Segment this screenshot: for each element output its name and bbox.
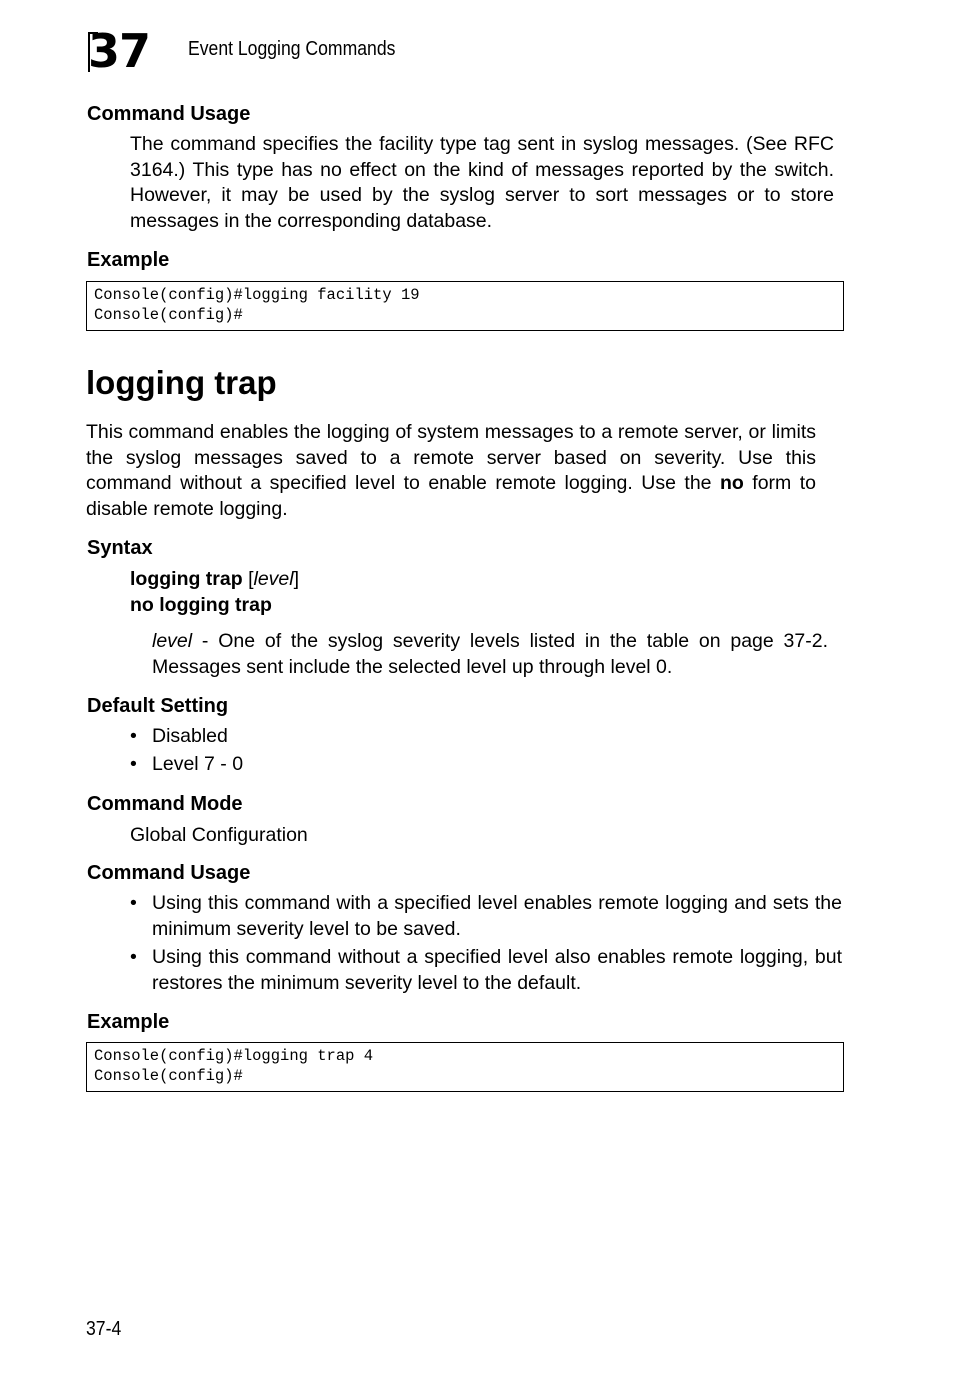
chapter-title: Event Logging Commands <box>188 38 396 60</box>
example-code <box>86 1042 844 1092</box>
param-description <box>152 629 828 680</box>
syntax-line-2: no logging trap <box>130 594 272 616</box>
prev-usage-heading: Command Usage <box>87 103 251 125</box>
default-list <box>130 724 830 778</box>
param-desc: - One of the syslog severity levels listed in the table on page 37-2. Messages sent include the selected level up through level 0. <box>152 630 828 678</box>
command-title: logging trap <box>86 364 277 401</box>
code-line: Console(config)#logging facility 19 <box>94 286 420 304</box>
prev-example-heading: Example <box>87 249 170 271</box>
intro-text: This command enables the logging of system messages to a remote server, or limits the syslog messages saved to a remote server based on severity. Use this command without a specified level to enable remote logging. Use the <box>86 421 816 494</box>
usage-heading: Command Usage <box>87 862 251 884</box>
list-item: • Using this command with a specified level enables remote logging and sets the minimum severity level to be saved. <box>130 892 842 940</box>
prev-usage-text: The command specifies the facility type tag sent in syslog messages. (See RFC 3164.) This type has no effect on the kind of messages reported by the switch. However, it may be used by the syslog server to sort messages or to store messages in the corresponding database. <box>130 133 834 232</box>
command-intro <box>86 420 816 522</box>
bullet-icon: • <box>130 725 137 747</box>
code-line: Console(config)#logging trap 4 <box>94 1047 374 1065</box>
bullet-icon: • <box>130 946 137 968</box>
syntax-bracket-open: [ <box>242 568 254 590</box>
param-name: level <box>152 630 193 652</box>
chapter-number: 37 <box>88 24 151 78</box>
syntax-line-1 <box>130 566 299 592</box>
list-item: • Level 7 - 0 <box>130 752 830 778</box>
code-line: Console(config)# <box>94 1066 243 1085</box>
syntax-param: level <box>253 568 294 590</box>
page-number: 37-4 <box>86 1318 122 1340</box>
code-line: Console(config)# <box>94 305 243 324</box>
usage-list <box>130 891 842 996</box>
intro-text-end: form to disable remote logging. <box>86 472 816 520</box>
intro-no-keyword: no <box>719 472 744 494</box>
example-heading: Example <box>87 1011 170 1033</box>
syntax-heading: Syntax <box>87 537 153 559</box>
mode-heading: Command Mode <box>87 793 243 815</box>
list-item: • Disabled <box>130 724 830 750</box>
syntax-bracket-close: ] <box>293 568 300 590</box>
mode-text: Global Configuration <box>130 824 308 846</box>
list-item: • Using this command without a specified level also enables remote logging, but restores the minimum severity level to the default. <box>130 946 842 994</box>
bullet-icon: • <box>130 753 137 775</box>
default-heading: Default Setting <box>87 695 229 717</box>
syntax-command: logging trap <box>130 568 243 590</box>
bullet-icon: • <box>130 892 137 914</box>
prev-example-code <box>86 281 844 331</box>
